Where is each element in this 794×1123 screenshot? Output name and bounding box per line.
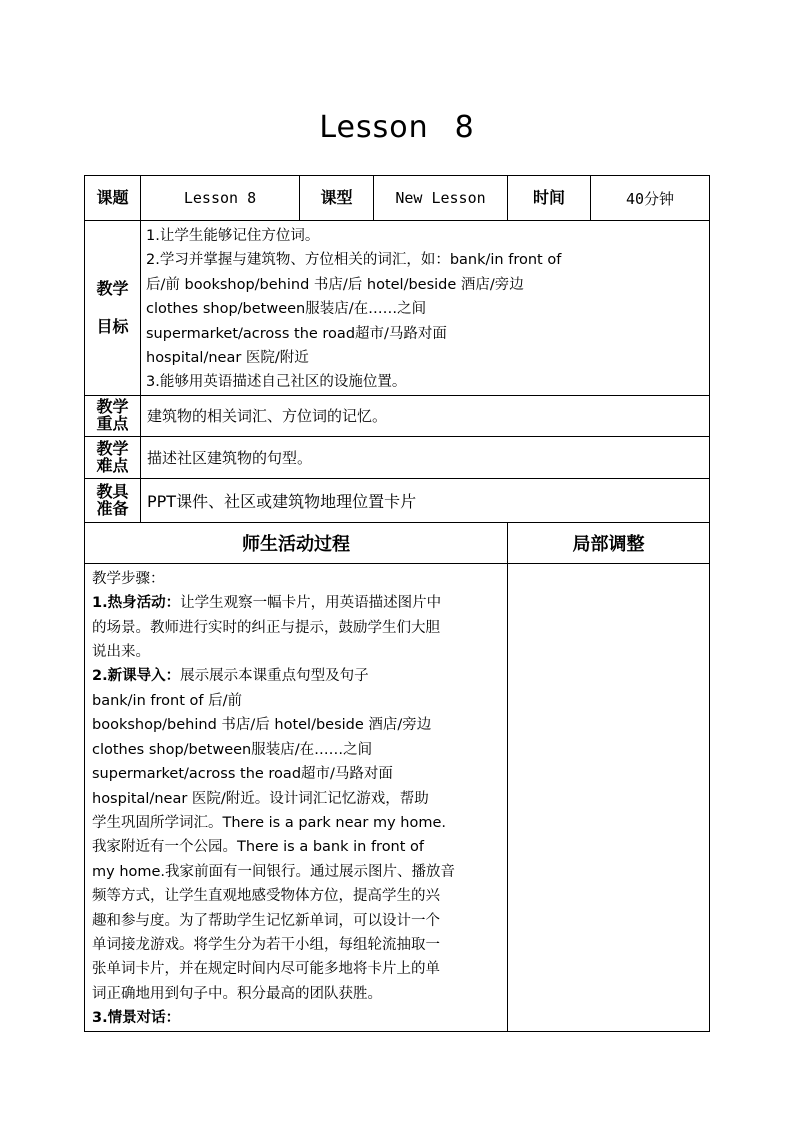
key-points-row (85, 395, 710, 436)
key-points-label (85, 395, 141, 436)
difficulties-row (85, 436, 710, 478)
process-header-left: 师生活动过程 (85, 522, 508, 563)
step1-head: 1.热身活动： (92, 595, 181, 612)
step2-head: 2.新课导入： (92, 668, 181, 685)
process-content (85, 563, 508, 1031)
time-label: 时间 (508, 176, 591, 221)
page-title (0, 110, 794, 145)
process-line: bookshop/behind 书店/后 hotel/beside 酒店/旁边 (92, 717, 432, 734)
difficulties-label-2: 难点 (96, 455, 129, 475)
process-line: hospital/near 医院/附近。设计词汇记忆游戏，帮助 (92, 790, 429, 807)
step1-text: 让学生观察一幅卡片，用英语描述图片中 (180, 595, 442, 612)
step2-line (92, 664, 502, 688)
adjustment-cell (508, 563, 710, 1031)
step1-line2: 的场景。教师进行实时的纠正与提示，鼓励学生们大胆 (92, 619, 440, 636)
process-line: 学生巩固所学词汇。There is a park near my home. (92, 814, 446, 831)
steps-title: 教学步骤： (92, 570, 165, 587)
title-word: Lesson (319, 110, 429, 145)
process-line: my home.我家前面有一间银行。通过展示图片、播放音 (92, 863, 456, 880)
goal-line: supermarket/across the road超市/马路对面 (146, 325, 447, 342)
step2-text: 展示展示本课重点句型及句子 (180, 668, 369, 685)
time-value: 40分钟 (591, 176, 710, 221)
goal-line: hospital/near 医院/附近 (146, 350, 309, 367)
goal-line: 2.学习并掌握与建筑物、方位相关的词汇，如：bank/in front of (146, 252, 562, 269)
type-label: 课型 (300, 176, 374, 221)
title-number: 8 (454, 110, 475, 145)
key-points-label-1: 教学 (96, 397, 129, 417)
process-line: clothes shop/between服装店/在……之间 (92, 741, 373, 758)
process-line: supermarket/across the road超市/马路对面 (92, 766, 393, 783)
process-line: 我家附近有一个公园。There is a bank in front of (92, 839, 425, 856)
goals-label-2: 目标 (96, 316, 129, 336)
step1-line3: 说出来。 (92, 644, 150, 661)
process-row (85, 563, 710, 1031)
process-header-right: 局部调整 (508, 522, 710, 563)
goals-row (85, 221, 710, 396)
process-line: 词正确地用到句子中。积分最高的团队获胜。 (92, 985, 382, 1002)
goals-label (85, 221, 141, 396)
topic-value: Lesson 8 (141, 176, 300, 221)
goal-line: clothes shop/between服装店/在……之间 (146, 301, 427, 318)
difficulties-label (85, 436, 141, 478)
process-line: 趣和参与度。为了帮助学生记忆新单词，可以设计一个 (92, 912, 440, 929)
difficulties-label-1: 教学 (96, 438, 129, 458)
difficulties-text: 描述社区建筑物的句型。 (141, 436, 710, 478)
key-points-text: 建筑物的相关词汇、方位词的记忆。 (141, 395, 710, 436)
prep-label-2: 准备 (96, 498, 129, 518)
info-row (85, 176, 710, 221)
topic-label: 课题 (85, 176, 141, 221)
prep-label-1: 教具 (96, 481, 129, 501)
goals-label-1: 教学 (96, 278, 129, 298)
goal-line: 1.让学生能够记住方位词。 (146, 228, 320, 244)
step1-line (92, 591, 502, 615)
goal-line: 后/前 bookshop/behind 书店/后 hotel/beside 酒店/旁边 (146, 276, 524, 293)
prep-row (85, 478, 710, 522)
prep-text: PPT课件、社区或建筑物地理位置卡片 (141, 478, 710, 522)
process-header-row (85, 522, 710, 563)
process-line: 频等方式，让学生直观地感受物体方位，提高学生的兴 (92, 888, 440, 905)
type-value: New Lesson (374, 176, 508, 221)
goal-line: 3.能够用英语描述自己社区的设施位置。 (146, 374, 407, 391)
prep-label (85, 478, 141, 522)
key-points-label-2: 重点 (96, 414, 129, 434)
process-line: 张单词卡片，并在规定时间内尽可能多地将卡片上的单 (92, 961, 440, 978)
lesson-plan-table (84, 175, 710, 1032)
step3-head: 3.情景对话： (92, 1010, 181, 1027)
process-line: bank/in front of 后/前 (92, 692, 242, 709)
goals-content (141, 221, 710, 396)
process-line: 单词接龙游戏。将学生分为若干小组，每组轮流抽取一 (92, 936, 440, 953)
